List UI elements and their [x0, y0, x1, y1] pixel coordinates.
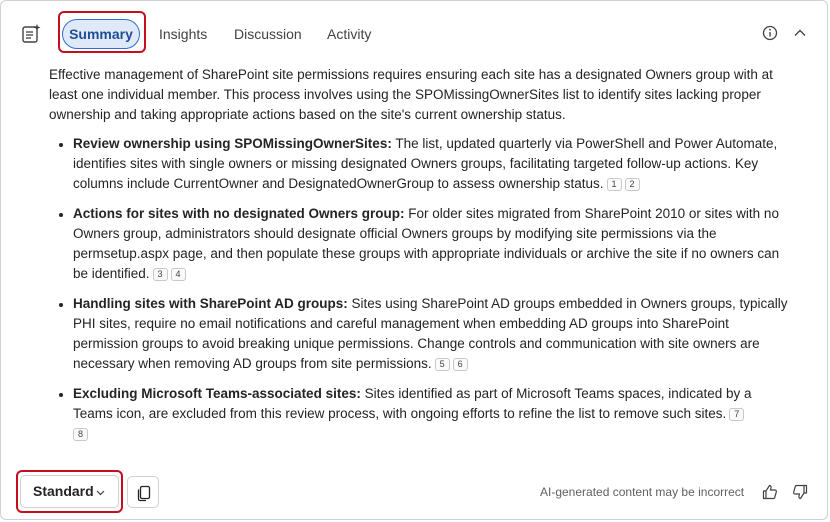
- standard-mode-label: Standard: [33, 483, 94, 499]
- tab-discussion[interactable]: Discussion: [234, 26, 302, 42]
- point-title: Review ownership using SPOMissingOwnerSites:: [73, 136, 392, 151]
- point-text: Sites identified as part of Microsoft Teams spaces, indicated by a Teams icon, are excluded from this review process, with ongoing efforts to refine the list to remove such sites.: [73, 386, 752, 421]
- citation-badge[interactable]: 1: [607, 178, 622, 191]
- citation-badge[interactable]: 2: [625, 178, 640, 191]
- point-title: Actions for sites with no designated Owners group:: [73, 206, 405, 221]
- citation-badge[interactable]: 4: [171, 268, 186, 281]
- summary-intro: Effective management of SharePoint site permissions requires ensuring each site has a designated Owners group with at least one individual member. This process involves using the SPOMissingOwnerSites list to identify sites lacking proper ownership and taking appropriate actions based on the site's current ownership status.: [49, 67, 773, 122]
- point-text: Sites using SharePoint AD groups embedded in Owners groups, typically PHI sites, require no email notifications and careful management when embedding AD groups into SharePoint permission groups to avoid breaking unique permissions. Change controls and communication with site owners are necessary when removing AD groups from site permissions.: [73, 296, 788, 371]
- summary-content: [49, 65, 789, 454]
- info-icon[interactable]: [761, 24, 779, 42]
- tab-insights[interactable]: Insights: [159, 26, 208, 42]
- copy-icon: [135, 484, 153, 502]
- chevron-up-icon[interactable]: [791, 24, 809, 42]
- point-title: Excluding Microsoft Teams-associated sites:: [73, 386, 361, 401]
- citation-badge[interactable]: 3: [153, 268, 168, 281]
- tab-activity[interactable]: Activity: [327, 26, 372, 42]
- panel-header: [1, 1, 829, 63]
- point-text: For older sites migrated from SharePoint 2010 or sites with no Owners group, administrators should designate official Owners groups by modifying site permissions via the permsetup.aspx page, and then populate these groups with appropriate individuals or archive the site if no owners can be identified.: [73, 206, 780, 281]
- ai-disclaimer: AI-generated content may be incorrect: [540, 485, 745, 499]
- citation-badge[interactable]: 5: [435, 358, 450, 371]
- summary-point: [73, 384, 789, 444]
- point-title: Handling sites with SharePoint AD groups:: [73, 296, 348, 311]
- citation-badge[interactable]: 8: [73, 428, 88, 441]
- thumbs-down-icon[interactable]: [791, 483, 809, 501]
- summary-point: [73, 134, 789, 194]
- point-text: The list, updated quarterly via PowerShell and Power Automate, identifies sites with single owners or missing designated Owners groups, facilitating targeted follow-up actions. Key columns include CurrentOwner and DesignatedOwnerGroup to assess ownership status.: [73, 136, 778, 191]
- summary-point: [73, 294, 789, 374]
- citation-badge[interactable]: 7: [729, 408, 744, 421]
- copilot-notes-icon: [20, 23, 42, 45]
- tab-summary[interactable]: Summary: [62, 19, 140, 49]
- chevron-down-icon: [96, 488, 105, 497]
- thumbs-up-icon[interactable]: [761, 483, 779, 501]
- copy-button[interactable]: [127, 476, 159, 508]
- summary-point: [73, 204, 789, 284]
- summary-points: [49, 134, 789, 444]
- citation-badge[interactable]: 6: [453, 358, 468, 371]
- standard-mode-dropdown[interactable]: [20, 475, 119, 508]
